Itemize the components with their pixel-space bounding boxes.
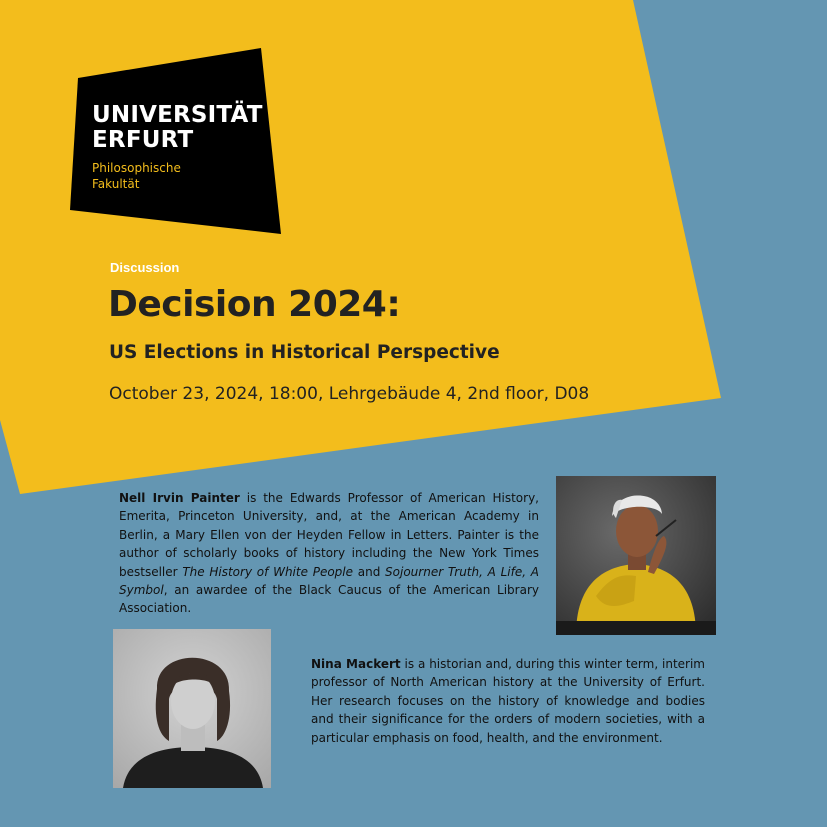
logo-name-line2: ERFURT	[92, 127, 194, 153]
speaker1-name: Nell Irvin Painter	[119, 491, 240, 505]
speaker1-book1: The History of White People	[182, 564, 353, 579]
speaker1-bio-a: is the Edwards Professor of American History, Emerita, Princeton University, and, at the American Academy in Berlin, a Mary Ellen von der Heyden Fellow in Letters. Painter is the author of scholarly books of history including the New York Times bestseller	[119, 491, 539, 579]
speaker1-bio-b: and	[353, 564, 386, 579]
speaker1-book2: Sojourner Truth, A Life, A Symbol	[119, 564, 539, 598]
event-details: October 23, 2024, 18:00, Lehrgebäude 4, 2nd floor, D08	[109, 384, 590, 404]
speaker2-name: Nina Mackert	[311, 657, 401, 671]
event-type: Discussion	[110, 260, 180, 275]
speaker2-photo	[113, 629, 271, 788]
logo-name-line1: UNIVERSITÄT	[92, 102, 263, 128]
speaker1-bio	[119, 489, 539, 618]
university-logo	[92, 103, 263, 192]
speaker1-bio-c: , an awardee of the Black Caucus of the American Library Association.	[119, 583, 539, 616]
event-subtitle: US Elections in Historical Perspective	[109, 342, 500, 363]
speaker1-photo	[556, 476, 716, 635]
event-title: Decision 2024:	[108, 284, 401, 325]
speaker2-bio	[311, 655, 705, 747]
logo-faculty-line1: Philosophische	[92, 161, 181, 175]
logo-faculty-line2: Fakultät	[92, 177, 140, 191]
speaker2-bio-text: is a historian and, during this winter term, interim professor of North American history at the University of Erfurt. Her research focuses on the history of knowledge and bodies and their significance for the orders of modern societies, with a particular emphasis on food, health, and the environment.	[311, 657, 705, 745]
